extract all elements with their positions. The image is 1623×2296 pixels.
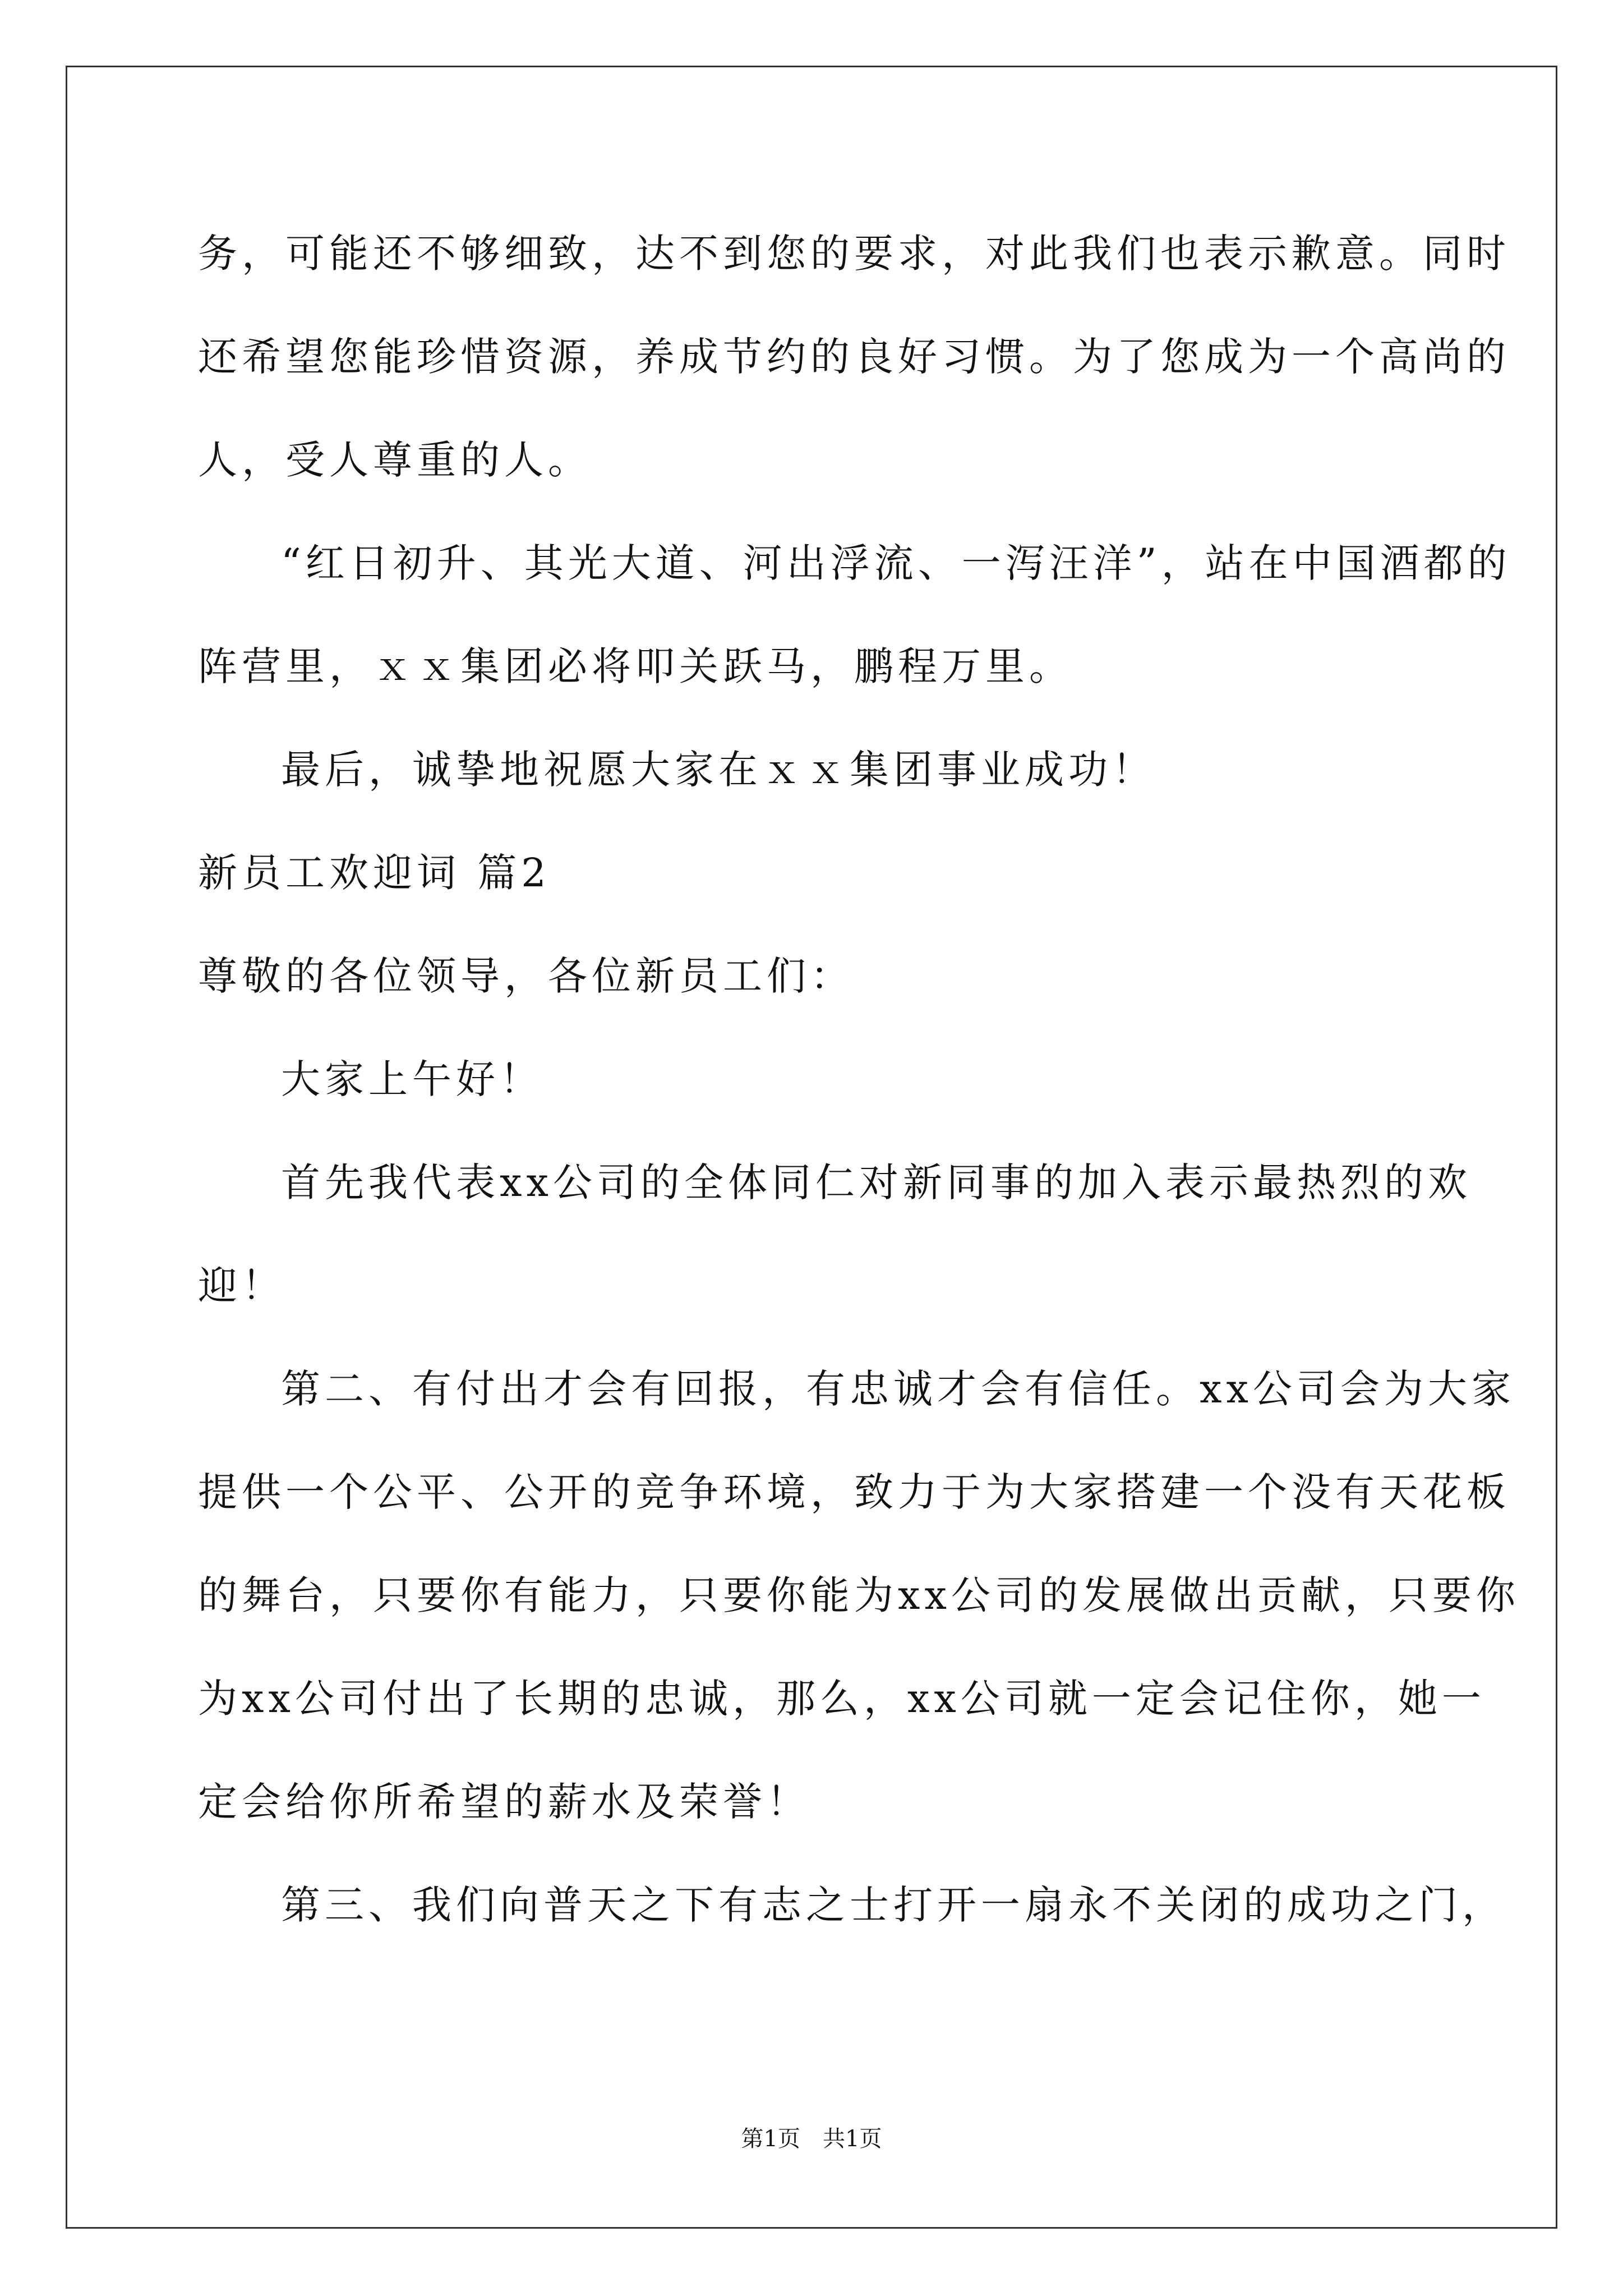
text-line: “红日初升、其光大道、河出浮流、一泻汪洋”，站在中国酒都的 bbox=[281, 540, 1511, 586]
text-line: 最后，诚挚地祝愿大家在ｘｘ集团事业成功！ bbox=[281, 747, 1156, 793]
text-line: 还希望您能珍惜资源，养成节约的良好习惯。为了您成为一个高尚的 bbox=[198, 334, 1510, 380]
text-line: 迎！ bbox=[198, 1263, 285, 1309]
text-line: 为xx公司付出了长期的忠诚，那么，xx公司就一定会记住你，她一 bbox=[198, 1676, 1486, 1722]
document-body bbox=[198, 202, 1520, 1957]
text-line: 首先我代表xx公司的全体同仁对新同事的加入表示最热烈的欢 bbox=[281, 1159, 1472, 1205]
text-line: 人，受人尊重的人。 bbox=[198, 437, 592, 483]
page-footer: 第1页 共1页 bbox=[741, 2126, 882, 2152]
text-line: 阵营里，ｘｘ集团必将叩关跃马，鹏程万里。 bbox=[198, 643, 1073, 689]
salutation: 尊敬的各位领导，各位新员工们： bbox=[198, 953, 854, 999]
section-heading: 新员工欢迎词 篇2 bbox=[198, 850, 551, 896]
greeting: 大家上午好！ bbox=[281, 1056, 543, 1102]
text-line: 定会给你所希望的薪水及荣誉！ bbox=[198, 1779, 810, 1825]
text-line: 第二、有付出才会有回报，有忠诚才会有信任。xx公司会为大家 bbox=[281, 1366, 1515, 1412]
text-line: 第三、我们向普天之下有志之士打开一扇永不关闭的成功之门， bbox=[281, 1882, 1506, 1928]
text-line: 的舞台，只要你有能力，只要你能为xx公司的发展做出贡献，只要你 bbox=[198, 1572, 1520, 1618]
text-line: 提供一个公平、公开的竞争环境，致力于为大家搭建一个没有天花板 bbox=[198, 1469, 1510, 1515]
text-line: 务，可能还不够细致，达不到您的要求，对此我们也表示歉意。同时 bbox=[198, 231, 1510, 277]
